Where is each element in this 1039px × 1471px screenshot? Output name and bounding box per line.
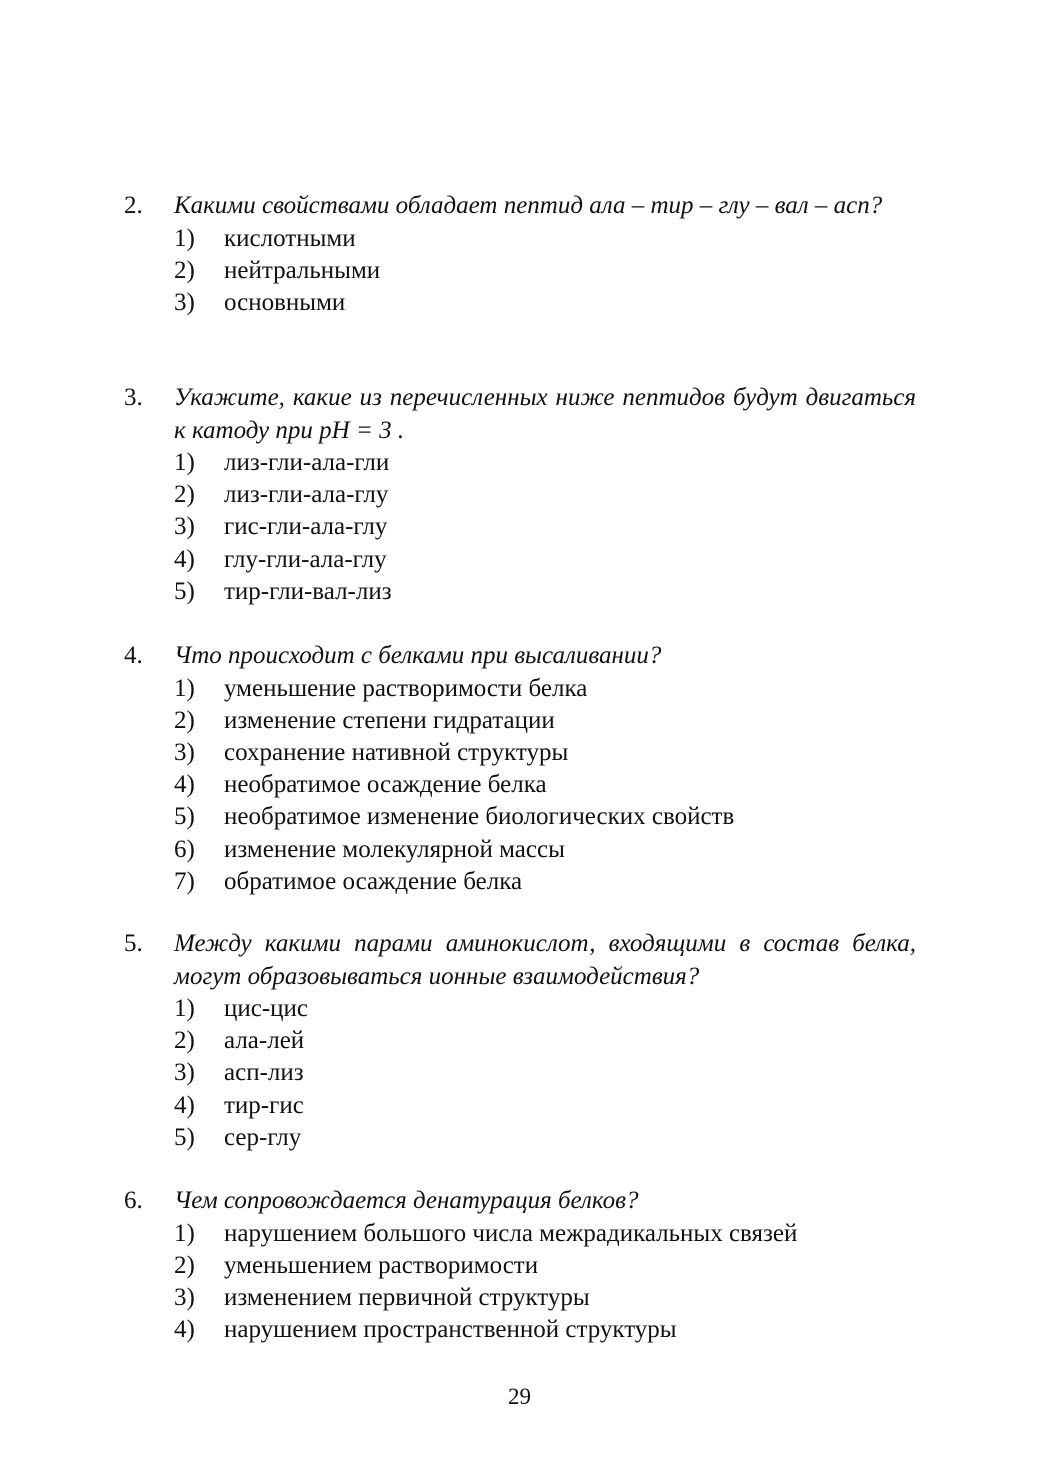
answer-option bbox=[174, 479, 916, 511]
question-text: Что происходит с белками при высаливании? bbox=[174, 642, 662, 669]
option-text: сохранение нативной структуры bbox=[224, 738, 569, 766]
answer-option bbox=[174, 769, 916, 801]
option-text: асп-лиз bbox=[224, 1059, 304, 1087]
answer-option bbox=[174, 673, 916, 705]
answer-options bbox=[124, 1218, 916, 1347]
option-text: уменьшением растворимости bbox=[224, 1251, 539, 1279]
answer-options bbox=[124, 993, 916, 1154]
answer-option bbox=[174, 705, 916, 737]
question-text: Чем сопровождается денатурация белков? bbox=[174, 1187, 639, 1214]
answer-option bbox=[174, 834, 916, 866]
option-text: лиз-гли-ала-глу bbox=[224, 481, 389, 509]
page-number: 29 bbox=[508, 1384, 531, 1409]
answer-option bbox=[174, 1025, 916, 1057]
option-text: сер-глу bbox=[224, 1123, 302, 1151]
question-text: Укажите, какие из перечисленных ниже пептидов будут двигаться к катоду при pH = 3 . bbox=[174, 384, 916, 444]
option-number: 3) bbox=[174, 1059, 195, 1087]
option-text: необратимое изменение биологических свойств bbox=[224, 803, 735, 831]
option-number: 5) bbox=[174, 803, 195, 831]
option-number: 1) bbox=[174, 1219, 195, 1247]
option-number: 1) bbox=[174, 449, 195, 476]
question-4 bbox=[124, 640, 916, 898]
answer-option bbox=[174, 1282, 916, 1314]
option-text: изменение степени гидратации bbox=[224, 706, 555, 734]
answer-option bbox=[174, 993, 916, 1025]
option-number: 4) bbox=[174, 545, 195, 573]
option-number: 2) bbox=[174, 1251, 195, 1279]
answer-option bbox=[174, 223, 916, 255]
answer-option bbox=[174, 255, 916, 287]
option-text: нейтральными bbox=[224, 256, 381, 284]
option-text: изменение молекулярной массы bbox=[224, 835, 565, 863]
question-header bbox=[124, 190, 916, 223]
option-text: кислотными bbox=[224, 224, 356, 252]
option-number: 4) bbox=[174, 1316, 195, 1344]
question-number: 5. bbox=[124, 930, 143, 957]
answer-option bbox=[174, 1090, 916, 1122]
option-number: 2) bbox=[174, 481, 195, 509]
option-text: нарушением пространственной структуры bbox=[224, 1316, 677, 1344]
question-header bbox=[124, 640, 916, 673]
answer-option bbox=[174, 1057, 916, 1089]
answer-options bbox=[124, 223, 916, 320]
option-number: 4) bbox=[174, 1091, 195, 1119]
answer-option bbox=[174, 287, 916, 319]
question-text: Между какими парами аминокислот, входящими в состав белка, могут образовываться ионные взаимодействия? bbox=[174, 930, 916, 990]
answer-option bbox=[174, 866, 916, 898]
answer-option bbox=[174, 1218, 916, 1250]
question-6 bbox=[124, 1185, 916, 1346]
option-number: 4) bbox=[174, 771, 195, 799]
question-number: 2. bbox=[124, 192, 143, 219]
question-5 bbox=[124, 928, 916, 1154]
question-number: 3. bbox=[124, 384, 143, 411]
option-number: 7) bbox=[174, 867, 195, 895]
answer-options bbox=[124, 447, 916, 608]
option-number: 3) bbox=[174, 738, 195, 766]
answer-option bbox=[174, 1250, 916, 1282]
option-text: цис-цис bbox=[224, 995, 309, 1022]
answer-option bbox=[174, 511, 916, 543]
option-text: обратимое осаждение белка bbox=[224, 867, 523, 895]
question-number: 4. bbox=[124, 642, 143, 669]
option-text: уменьшение растворимости белка bbox=[224, 674, 588, 702]
answer-option bbox=[174, 447, 916, 479]
answer-option bbox=[174, 576, 916, 608]
option-text: гис-гли-ала-глу bbox=[224, 513, 388, 541]
option-text: нарушением большого числа межрадикальных связей bbox=[224, 1219, 798, 1247]
option-text: тир-гли-вал-лиз bbox=[224, 577, 392, 605]
answer-option bbox=[174, 1314, 916, 1346]
option-text: тир-гис bbox=[224, 1091, 304, 1119]
question-number: 6. bbox=[124, 1187, 143, 1214]
question-2 bbox=[124, 190, 916, 319]
option-text: глу-гли-ала-глу bbox=[224, 545, 387, 573]
option-number: 3) bbox=[174, 513, 195, 541]
option-text: необратимое осаждение белка bbox=[224, 771, 547, 799]
answer-option bbox=[174, 1122, 916, 1154]
option-number: 1) bbox=[174, 674, 195, 702]
option-number: 3) bbox=[174, 1283, 195, 1311]
answer-option bbox=[174, 737, 916, 769]
question-3 bbox=[124, 382, 916, 608]
answer-options bbox=[124, 673, 916, 898]
question-header bbox=[124, 928, 916, 993]
option-number: 5) bbox=[174, 1123, 195, 1151]
option-number: 2) bbox=[174, 256, 195, 284]
option-number: 2) bbox=[174, 706, 195, 734]
question-header bbox=[124, 382, 916, 447]
option-number: 6) bbox=[174, 835, 195, 863]
option-text: изменением первичной структуры bbox=[224, 1283, 590, 1311]
option-number: 1) bbox=[174, 995, 195, 1022]
option-number: 3) bbox=[174, 288, 195, 316]
question-header bbox=[124, 1185, 916, 1218]
option-number: 1) bbox=[174, 224, 195, 252]
option-text: лиз-гли-ала-гли bbox=[224, 449, 390, 476]
option-text: основными bbox=[224, 288, 346, 316]
option-text: ала-лей bbox=[224, 1027, 305, 1055]
option-number: 5) bbox=[174, 577, 195, 605]
answer-option bbox=[174, 801, 916, 833]
question-text: Какими свойствами обладает пептид ала – тир – глу – вал – асп? bbox=[174, 192, 883, 219]
option-number: 2) bbox=[174, 1027, 195, 1055]
answer-option bbox=[174, 544, 916, 576]
